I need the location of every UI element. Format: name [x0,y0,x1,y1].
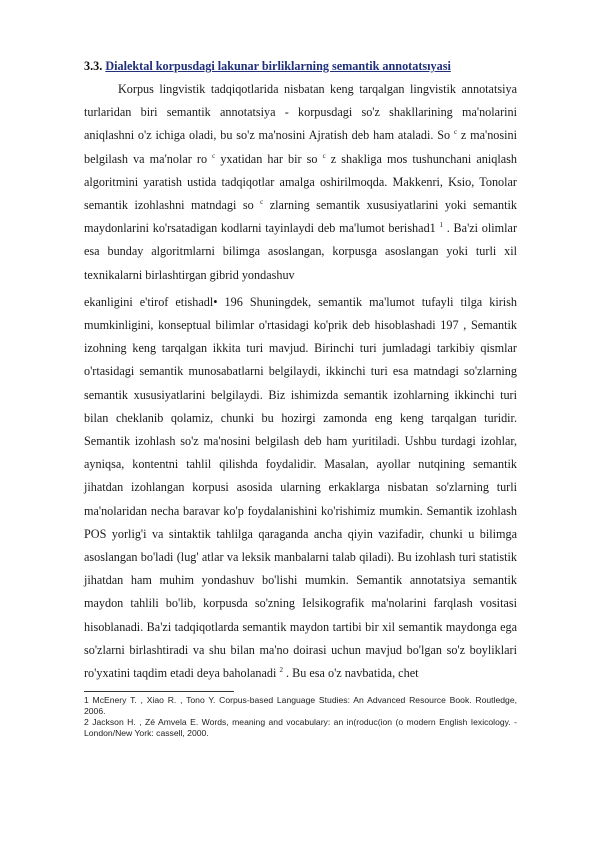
paragraph-text: . Bu esa o'z navbatida, chet [282,666,419,681]
section-number: 3.3. [84,59,103,73]
superscript-mark: c [212,151,216,160]
superscript-mark: 2 [279,666,283,675]
superscript-mark: c [260,198,264,207]
paragraph-text: . Ba'zi olimlar esa bunday algoritmlarni bilimga asoslangan, korpusga asoslangan yoki turli xil texnikalarni birlashtirgan gibrid yondashuv [84,221,517,282]
superscript-mark: c [453,128,458,137]
paragraph-2 [84,291,517,685]
paragraph-text: z ma'nosini belgilash va ma'nolar ro [84,128,517,166]
paragraph-text: yxatidan har bir so [215,151,323,166]
footnote-divider [84,691,234,692]
superscript-mark: 1 [439,221,443,230]
paragraph-text: ekanligini e'tirof etishadl• 196 Shuningdek, semantik ma'lumot tufayli tilga kirish mumkinligini, konseptual bilimlar o'rtasidagi ko'prik deb hisoblashadi 197 , Semantik izohning keng tarqalgan ikkita turi mavjud. Birinchi turi jumladagi tarkibiy qismlar o'rtasidagi semantik munosabatlarni belgilaydi, ikkinchi turi esa matndagi so'zlarning semantik xususiyatlarini belgilaydi. Biz ishimizda semantik izohlarning ikkinchi turi bilan cheklanib qolamiz, chunki bu hozirgi zamonda eng keng tarqalgan turidir. Semantik izohlash so'z ma'nosini belgilash deb ham yuritiladi. Ushbu turdagi izohlar, ayniqsa, kontentni tahlil qilishda foydalidir. Masalan, ayollar nutqining semantik jihatdan izohlangan korpusi asosida ularning erkaklarga nisbatan so'zlarning turli ma'nolaridan necha baravar ko'p foydalanishini ko'rishimiz mumkin. Semantik izohlash POS yorlig'i va sintaktik tahlilga qaraganda ancha qiyin vazifadir, chunki u bilimga asoslangan bo'ladi (lug' atlar va leksik manbalarni talab qiladi). Bu izohlash turi statistik jihatdan ham muhim yondashuv bo'lishi mumkin. Semantik annotatsiya semantik maydon tahlili bo'lib, korpusda so'zning Ielsikografik ma'nolarini farqlash vositasi hisoblanadi. Ba'zi tadqiqotlarda semantik maydon tartibi bir xil semantik maydonga ega so'zlarni birlashtiradi va shu bilan ma'no doirasi uchun mavjud bo'lgan so'z boyliklari ro'yxatini taqdim etadi deya baholanadi [84,294,517,681]
paragraph-text: zlarning semantik xususiyatlarini yoki semantik maydonlarini ko'rsatadigan kodlarni tayinlaydi deb ma'lumot berishad1 [84,198,517,236]
paragraph-text: Korpus lingvistik tadqiqotlarida nisbatan keng tarqalgan lingvistik annotatsiya turlaridan biri semantik annotatsiya - korpusdagi so'z shakllarining ma'nolarini aniqlashni o'z ichiga oladi, bu so'z ma'nosini Ajratish deb ham ataladi. So [84,82,517,143]
superscript-mark: c [322,151,326,160]
paragraph-1 [84,78,517,287]
document-page [84,56,517,739]
footnote-2: 2 Jackson H. , Zé Amvela E. Words, meaning and vocabulary: an in(roduc(ion (o modern English Iexicology. - London/New York: cassell, 2000. [84,717,517,739]
section-title: Dialektal korpusdagi lakunar birliklarning semantik annotatsıyasi [105,59,451,73]
footnote-1: 1 McEnery T. , Xiao R. , Tono Y. Corpus-based Language Studies: An Advanced Resource Book. Routledge, 2006. [84,695,517,717]
paragraph-text: z shakliga mos tushunchani aniqlash algoritmini yaratish ustida tadqiqotlar amalga oshirilmoqda. Makkenri, Ksio, Tonolar semantik izohlashni matndagi so [84,151,517,213]
section-heading [84,56,517,76]
footnotes [84,695,517,739]
